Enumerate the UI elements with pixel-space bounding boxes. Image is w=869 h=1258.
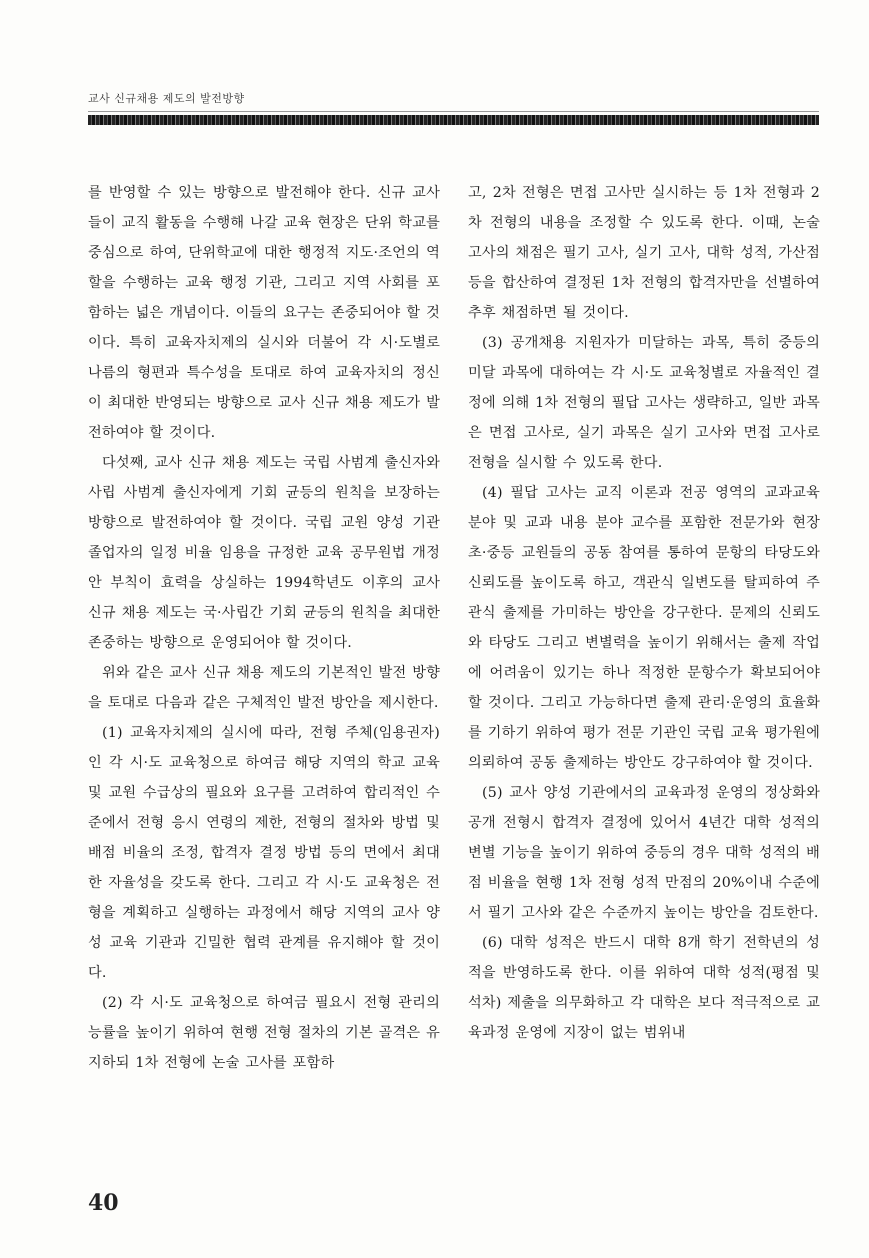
paragraph: (1) 교육자치제의 실시에 따라, 전형 주체(임용권자)인 각 시·도 교육청으로 하여금 해당 지역의 학교 교육 및 교원 수급상의 필요와 요구를 고려하여 합리적인 수준에서 전형 응시 연령의 제한, 전형의 절차와 방법 및 배점 비율의 조정, 합격자 결정 방법 등의 면에서 최대한 자율성을 갖도록 한다. 그리고 각 시·도 교육청은 전형을 계획하고 실행하는 과정에서 해당 지역의 교사 양성 교육 기관과 긴밀한 협력 관계를 유지해야 할 것이다.: [88, 725, 440, 981]
paragraph: (4) 필답 고사는 교직 이론과 전공 영역의 교과교육 분야 및 교과 내용 분야 교수를 포함한 전문가와 현장 초·중등 교원들의 공동 참여를 통하여 문항의 타당도와 신뢰도를 높이도록 하고, 객관식 일변도를 탈피하여 주관식 출제를 가미하는 방안을 강구한다. 문제의 신뢰도와 타당도 그리고 변별력을 높이기 위해서는 출제 작업에 어려움이 있기는 하나 적정한 문항수가 확보되어야 할 것이다. 그리고 가능하다면 출제 관리·운영의 효율화를 기하기 위하여 평가 전문 기관인 국립 교육 평가원에 의뢰하여 공동 출제하는 방안도 강구하여야 할 것이다.: [468, 485, 820, 771]
page-number: 40: [88, 1190, 119, 1216]
paragraph: 다섯째, 교사 신규 채용 제도는 국립 사범계 출신자와 사립 사범계 출신자에게 기회 균등의 원칙을 보장하는 방향으로 발전하여야 할 것이다. 국립 교원 양성 기관 졸업자의 일정 비율 임용을 규정한 교육 공무원법 개정안 부칙이 효력을 상실하는 1994학년도 이후의 교사 신규 채용 제도는 국·사립간 기회 균등의 원칙을 최대한 존중하는 방향으로 운영되어야 할 것이다.: [88, 455, 440, 651]
paragraph: 를 반영할 수 있는 방향으로 발전해야 한다. 신규 교사들이 교직 활동을 수행해 나갈 교육 현장은 단위 학교를 중심으로 하여, 단위학교에 대한 행정적 지도·조언의 역할을 수행하는 교육 행정 기관, 그리고 지역 사회를 포함하는 넓은 개념이다. 이들의 요구는 존중되어야 할 것이다. 특히 교육자치제의 실시와 더불어 각 시·도별로 나름의 형편과 특수성을 토대로 하여 교육자치의 정신이 최대한 반영되는 방향으로 교사 신규 채용 제도가 발전하여야 할 것이다.: [88, 185, 440, 441]
paragraph: 위와 같은 교사 신규 채용 제도의 기본적인 발전 방향을 토대로 다음과 같은 구체적인 발전 방안을 제시한다.: [88, 665, 440, 711]
header-thin-rule: [88, 111, 819, 112]
paragraph: (3) 공개채용 지원자가 미달하는 과목, 특히 중등의 미달 과목에 대하여는 각 시·도 교육청별로 자율적인 결정에 의해 1차 전형의 필답 고사는 생략하고, 일반 과목은 면접 고사로, 실기 과목은 실기 고사와 면접 고사로 전형을 실시할 수 있도록 한다.: [468, 335, 820, 471]
paragraph: (2) 각 시·도 교육청으로 하여금 필요시 전형 관리의 능률을 높이기 위하여 현행 전형 절차의 기본 골격은 유지하되 1차 전형에 논술 고사를 포함하: [88, 995, 440, 1071]
left-column: [88, 178, 440, 1078]
running-head: 교사 신규채용 제도의 발전방향: [88, 92, 245, 105]
header-rule: [88, 115, 819, 125]
paragraph: (5) 교사 양성 기관에서의 교육과정 운영의 정상화와 공개 전형시 합격자 결정에 있어서 4년간 대학 성적의 변별 기능을 높이기 위하여 중등의 경우 대학 성적의 배점 비율을 현행 1차 전형 성적 만점의 20%이내 수준에서 필기 고사와 같은 수준까지 높이는 방안을 검토한다.: [468, 785, 820, 921]
paragraph: (6) 대학 성적은 반드시 대학 8개 학기 전학년의 성적을 반영하도록 한다. 이를 위하여 대학 성적(평점 및 석차) 제출을 의무화하고 각 대학은 보다 적극적으로 교육과정 운영에 지장이 없는 범위내: [468, 935, 820, 1041]
right-column: [468, 178, 820, 1048]
paragraph: 고, 2차 전형은 면접 고사만 실시하는 등 1차 전형과 2차 전형의 내용을 조정할 수 있도록 한다. 이때, 논술 고사의 채점은 필기 고사, 실기 고사, 대학 성적, 가산점 등을 합산하여 결정된 1차 전형의 합격자만을 선별하여 추후 채점하면 될 것이다.: [468, 185, 820, 321]
